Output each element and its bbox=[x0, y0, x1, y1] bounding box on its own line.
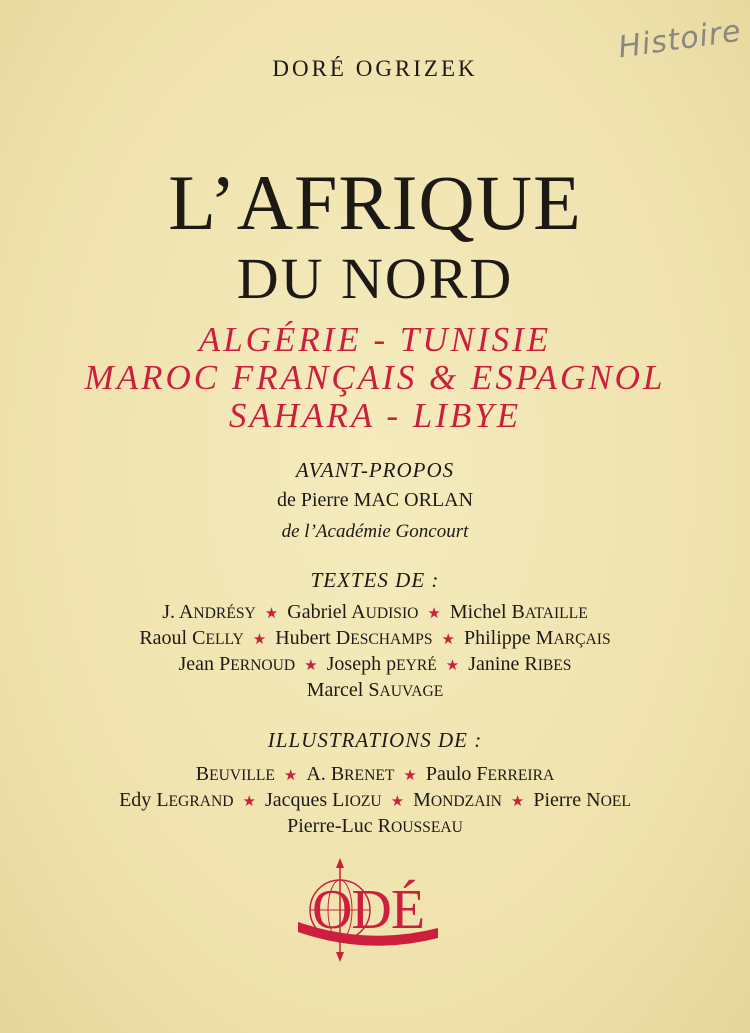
book-title-line-1: L’AFRIQUE bbox=[168, 159, 582, 246]
publisher-logo bbox=[288, 858, 448, 962]
illustrators-line bbox=[0, 815, 750, 838]
contributor-name: Raoul CELLY bbox=[139, 627, 244, 649]
star-separator-icon: ★ bbox=[390, 794, 405, 810]
author-name: DORÉ OGRIZEK bbox=[272, 56, 478, 81]
texts-heading: TEXTES DE : bbox=[310, 568, 440, 592]
texts-authors-line bbox=[0, 601, 750, 624]
contributor-name: A. BRENET bbox=[306, 763, 395, 785]
contributor-name: Janine RIBES bbox=[468, 653, 572, 675]
illustrators-line bbox=[0, 763, 750, 786]
subtitle-line-1: ALGÉRIE - TUNISIE bbox=[198, 320, 552, 359]
star-separator-icon: ★ bbox=[252, 632, 267, 648]
contributor-name: Hubert DESCHAMPS bbox=[275, 627, 433, 649]
contributor-name: MONDZAIN bbox=[413, 789, 502, 811]
star-separator-icon: ★ bbox=[403, 768, 417, 784]
texts-authors-line bbox=[0, 679, 750, 702]
star-separator-icon: ★ bbox=[441, 632, 455, 648]
star-separator-icon: ★ bbox=[283, 768, 298, 784]
foreword-heading: AVANT-PROPOS bbox=[295, 458, 455, 482]
texts-authors-line bbox=[0, 653, 750, 676]
contributor-name: J. ANDRÉSY bbox=[162, 601, 256, 623]
subtitle-line-2: MAROC FRANÇAIS & ESPAGNOL bbox=[84, 358, 666, 397]
contributor-name: Jacques LIOZU bbox=[264, 789, 382, 811]
star-separator-icon: ★ bbox=[445, 658, 460, 674]
star-separator-icon: ★ bbox=[242, 794, 256, 810]
contributor-name: Michel BATAILLE bbox=[449, 601, 588, 623]
star-separator-icon: ★ bbox=[264, 606, 279, 622]
contributor-name: Jean PERNOUD bbox=[178, 653, 296, 675]
star-separator-icon: ★ bbox=[427, 606, 441, 622]
illustrations-heading: ILLUSTRATIONS DE : bbox=[267, 728, 483, 752]
star-separator-icon: ★ bbox=[510, 794, 525, 810]
contributor-name: Gabriel AUDISIO bbox=[287, 601, 419, 623]
handwritten-annotation: Histoire bbox=[616, 13, 744, 66]
contributor-name: Edy LEGRAND bbox=[119, 789, 234, 811]
contributor-name: Paulo FERREIRA bbox=[425, 763, 555, 785]
contributor-name: BEUVILLE bbox=[195, 763, 275, 785]
contributor-name: Pierre NOEL bbox=[533, 789, 631, 811]
foreword-author: de Pierre MAC ORLAN bbox=[276, 489, 474, 511]
publisher-name: ODÉ bbox=[311, 879, 425, 941]
texts-authors-line bbox=[0, 627, 750, 650]
contributor-name: Joseph pEYRÉ bbox=[326, 653, 437, 675]
contributor-name: Marcel SAUVAGE bbox=[306, 679, 444, 701]
subtitle-line-3: SAHARA - LIBYE bbox=[228, 396, 522, 435]
illustrators-line bbox=[0, 789, 750, 812]
foreword-affiliation: de l’Académie Goncourt bbox=[281, 521, 469, 542]
contributor-name: Pierre-Luc ROUSSEAU bbox=[287, 815, 463, 837]
contributor-name: Philippe MARÇAIS bbox=[463, 627, 611, 649]
book-title-line-2: DU NORD bbox=[236, 246, 514, 311]
star-separator-icon: ★ bbox=[304, 658, 318, 674]
